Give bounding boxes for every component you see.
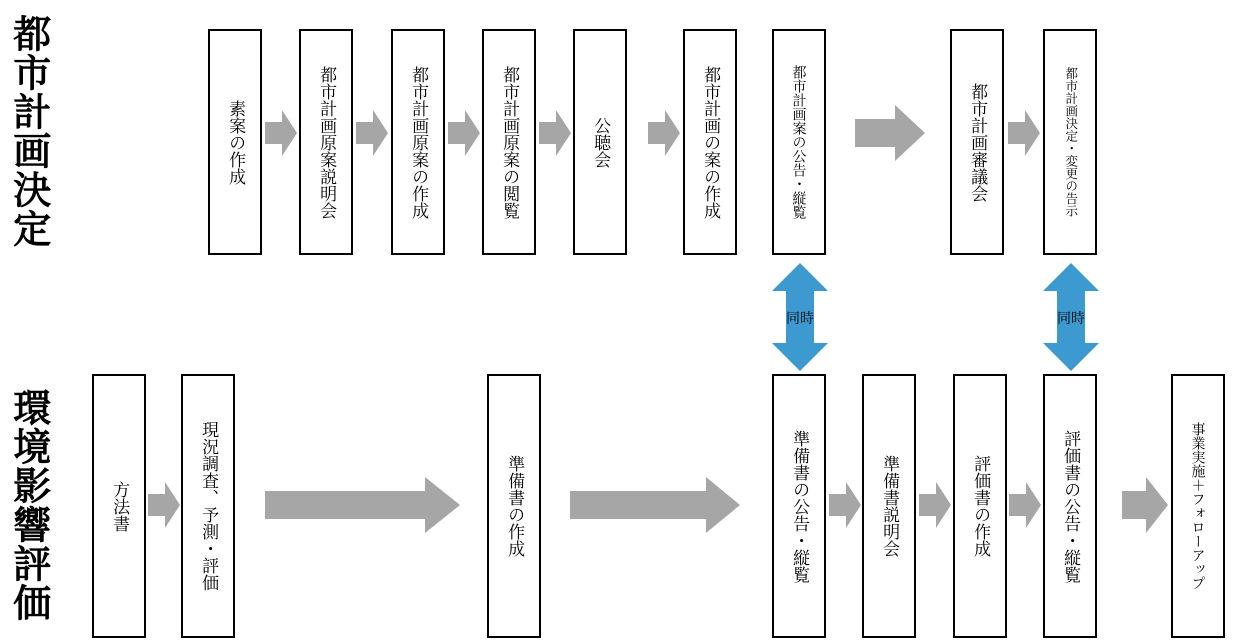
process-box-e4-label: 準備書の公告・縦覧 — [790, 429, 810, 583]
arrow-e1-to-e2 — [148, 482, 180, 528]
process-box-u9[interactable] — [1043, 29, 1097, 255]
process-box-u7[interactable] — [772, 29, 826, 255]
arrow-u8-to-u9 — [1008, 110, 1040, 156]
process-box-u8-label: 都市計画審議会 — [968, 82, 988, 202]
process-box-e8[interactable] — [1171, 374, 1225, 638]
process-box-e7[interactable] — [1043, 374, 1097, 638]
process-box-e2[interactable] — [181, 374, 235, 638]
process-box-u2[interactable] — [299, 29, 353, 255]
process-box-u3[interactable] — [391, 29, 445, 255]
process-box-u4-label: 都市計画原案の閲覧 — [500, 65, 520, 219]
row-label-environmental-assessment-text: 環境影響評価 — [6, 388, 49, 622]
row-label-environmental-assessment — [8, 388, 47, 638]
process-box-u4[interactable] — [482, 29, 536, 255]
process-box-e2-label: 現況調査、予測・評価 — [199, 421, 219, 591]
process-box-e4[interactable] — [772, 374, 826, 638]
process-box-e5[interactable] — [862, 374, 916, 638]
process-box-u5[interactable] — [573, 29, 627, 255]
arrow-u5-to-u6 — [648, 110, 680, 156]
simultaneous-label-2 — [1049, 308, 1093, 328]
process-box-u6-label: 都市計画の案の作成 — [701, 65, 721, 219]
process-box-u5-label: 公聴会 — [591, 116, 611, 168]
row-label-urban-planning — [8, 14, 47, 254]
process-box-e5-label: 準備書説明会 — [880, 455, 900, 557]
process-box-e8-label: 事業実施＋フォローアップ — [1190, 422, 1207, 590]
simultaneous-label-1 — [778, 308, 822, 328]
process-box-u3-label: 都市計画原案の作成 — [409, 65, 429, 219]
arrow-u3-to-u4 — [448, 110, 480, 156]
process-box-u2-label: 都市計画原案説明会 — [317, 65, 337, 219]
arrow-u4-to-u5 — [539, 110, 571, 156]
process-box-e7-label: 評価書の公告・縦覧 — [1061, 429, 1081, 583]
arrow-u1-to-u2 — [265, 110, 297, 156]
arrow-e5-to-e6 — [919, 482, 951, 528]
simultaneous-label-2-text: 同時 — [1057, 310, 1085, 326]
process-box-u7-label: 都市計画案の公告・縦覧 — [791, 65, 808, 219]
process-box-e3[interactable] — [487, 374, 541, 638]
arrow-e4-to-e5 — [829, 482, 861, 528]
process-box-u8[interactable] — [950, 29, 1004, 255]
process-box-u6[interactable] — [683, 29, 737, 255]
row-label-urban-planning-text: 都市計画決定 — [6, 14, 49, 248]
process-box-u9-label: 都市計画決定・変更の告示 — [1063, 67, 1078, 217]
process-box-e3-label: 準備書の作成 — [505, 455, 525, 557]
process-box-e1[interactable] — [92, 374, 146, 638]
arrow-u2-to-u3 — [356, 110, 388, 156]
arrow-e3-to-e4 — [570, 477, 740, 533]
arrow-u7-to-u8 — [855, 105, 925, 161]
arrow-e7-to-e8 — [1122, 477, 1168, 533]
simultaneous-label-1-text: 同時 — [786, 310, 814, 326]
arrow-e6-to-e7 — [1009, 482, 1041, 528]
process-box-e6[interactable] — [953, 374, 1007, 638]
process-box-u1[interactable] — [208, 29, 262, 255]
process-box-u1-label: 素案の作成 — [226, 99, 246, 185]
process-box-e1-label: 方法書 — [110, 480, 130, 532]
arrow-e2-to-e3 — [265, 477, 460, 533]
process-box-e6-label: 評価書の作成 — [971, 455, 991, 557]
